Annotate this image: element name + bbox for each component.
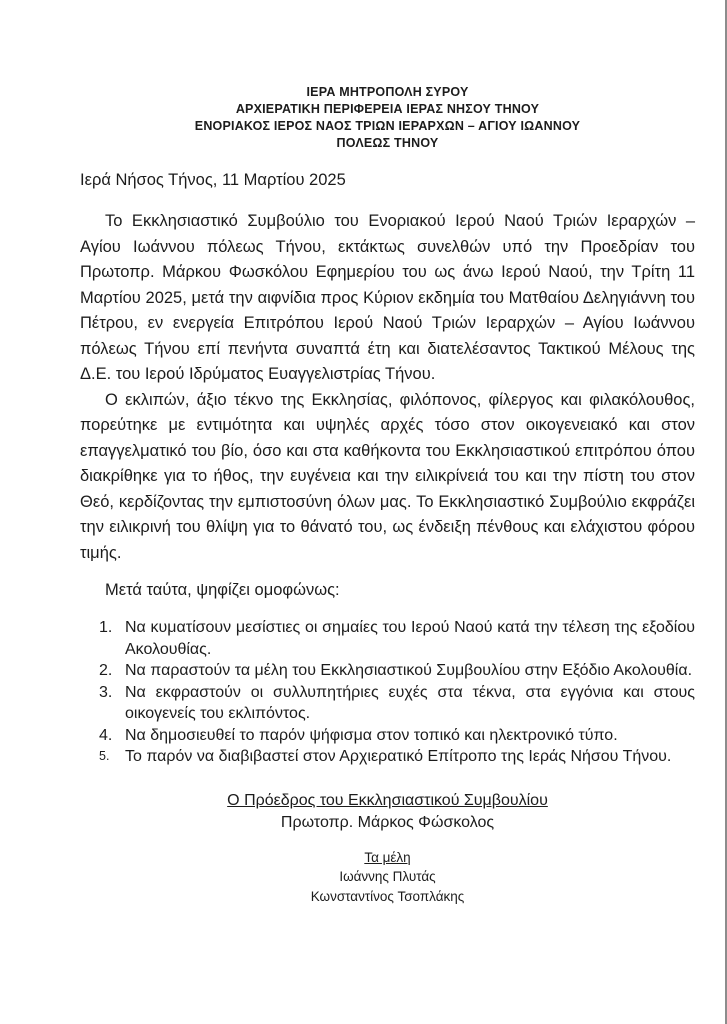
resolution-item-4 (99, 725, 695, 747)
signature-president-block (80, 790, 695, 834)
resolution-text-5: Το παρόν να διαβιβαστεί στον Αρχιερατικό Επίτροπο της Ιεράς Νήσου Τήνου. (125, 748, 672, 765)
members-title: Τα μέλη (364, 849, 411, 865)
resolution-item-1 (99, 617, 695, 660)
resolution-text-2: Να παραστούν τα μέλη του Εκκλησιαστικού Συμβουλίου στην Εξόδιο Ακολουθία. (125, 662, 693, 679)
president-name: Πρωτοπρ. Μάρκος Φώσκολος (280, 813, 495, 831)
member-name-2: Κωνσταντίνος Τσοπλάκης (310, 888, 465, 904)
resolution-text-1: Να κυματίσουν μεσίστιες οι σημαίες του Ιερού Ναού κατά την τέλεση της εξοδίου Ακολουθίας. (125, 619, 695, 658)
letterhead-line-2: ΑΡΧΙΕΡΑΤΙΚΗ ΠΕΡΙΦΕΡΕΙΑ ΙΕΡΑΣ ΝΗΣΟΥ ΤΗΝΟΥ (235, 102, 540, 116)
member-name-1: Ιωάννης Πλυτάς (339, 869, 436, 884)
resolution-number-1: 1. (99, 619, 113, 636)
body-paragraph-1: Το Εκκλησιαστικό Συμβούλιο του Ενοριακού Ιερού Ναού Τριών Ιεραρχών – Αγίου Ιωάννου πόλεως Τήνου, εκτάκτως συνελθών υπό την Προεδρίαν του Πρωτοπρ. Μάρκου Φωσκόλου Εφημερίου του ως άνω Ιερού Ναού, την Τρίτη 11 Μαρτίου 2025, μετά την αιφνίδια προς Κύριον εκδημία του Ματθαίου Δεληγιάννη του Πέτρου, εν ενεργεία Επιτρόπου Ιερού Ναού Τριών Ιεραρχών – Αγίου Ιωάννου πόλεως Τήνου επί πενήντα συναπτά έτη και διατελέσαντος Τακτικού Μέλους της Δ.Ε. του Ιερού Ιδρύματος Ευαγγελιστρίας Τήνου. (80, 212, 695, 383)
motion-intro: Μετά ταύτα, ψηφίζει ομοφώνως: (105, 581, 340, 599)
resolution-item-2 (99, 660, 695, 682)
resolution-number-5: 5. (99, 749, 110, 763)
resolution-number-4: 4. (99, 726, 113, 744)
letterhead-line-3: ΕΝΟΡΙΑΚΟΣ ΙΕΡΟΣ ΝΑΟΣ ΤΡΙΩΝ ΙΕΡΑΡΧΩΝ – ΑΓΙΟΥ ΙΩΑΝΝΟΥ (194, 119, 581, 133)
resolutions-list (80, 617, 695, 768)
dateline: Ιερά Νήσος Τήνος, 11 Μαρτίου 2025 (80, 171, 346, 189)
letterhead-line-4: ΠΟΛΕΩΣ ΤΗΝΟΥ (336, 136, 439, 150)
letterhead-line-1: ΙΕΡΑ ΜΗΤΡΟΠΟΛΗ ΣΥΡΟΥ (306, 85, 469, 99)
resolution-item-3 (99, 682, 695, 725)
signature-members-block (80, 848, 695, 907)
letterhead (80, 84, 695, 152)
resolution-number-3: 3. (99, 683, 113, 701)
president-title: Ο Πρόεδρος του Εκκλησιαστικού Συμβουλίου (227, 791, 548, 809)
resolution-text-4: Να δημοσιευθεί το παρόν ψήφισμα στον τοπικό και ηλεκτρονικό τύπο. (125, 726, 618, 744)
resolution-number-2: 2. (99, 662, 113, 679)
resolution-text-3: Να εκφραστούν οι συλλυπητήριες ευχές στα τέκνα, στα εγγόνια και στους οικογενείς του εκλιπόντος. (125, 683, 695, 722)
body-paragraph-2: Ο εκλιπών, άξιο τέκνο της Εκκλησίας, φιλόπονος, φίλεργος και φιλακόλουθος, πορεύτηκε με εντιμότητα και υψηλές αρχές τόσο στον οικογενειακό και στον επαγγελματικό του βίο, όσο και στα καθήκοντα του Εκκλησιαστικού επιτρόπου όπου διακρίθηκε για το ήθος, την ευγένεια και την ειλικρίνειά του και την πίστη του στον Θεό, κερδίζοντας την εμπιστοσύνη όλων μας. Το Εκκλησιαστικό Συμβούλιο εκφράζει την ειλικρινή του θλίψη για το θάνατό του, ως ένδειξη πένθους και ελάχιστου φόρου τιμής. (80, 390, 695, 562)
resolution-item-5 (99, 746, 695, 768)
